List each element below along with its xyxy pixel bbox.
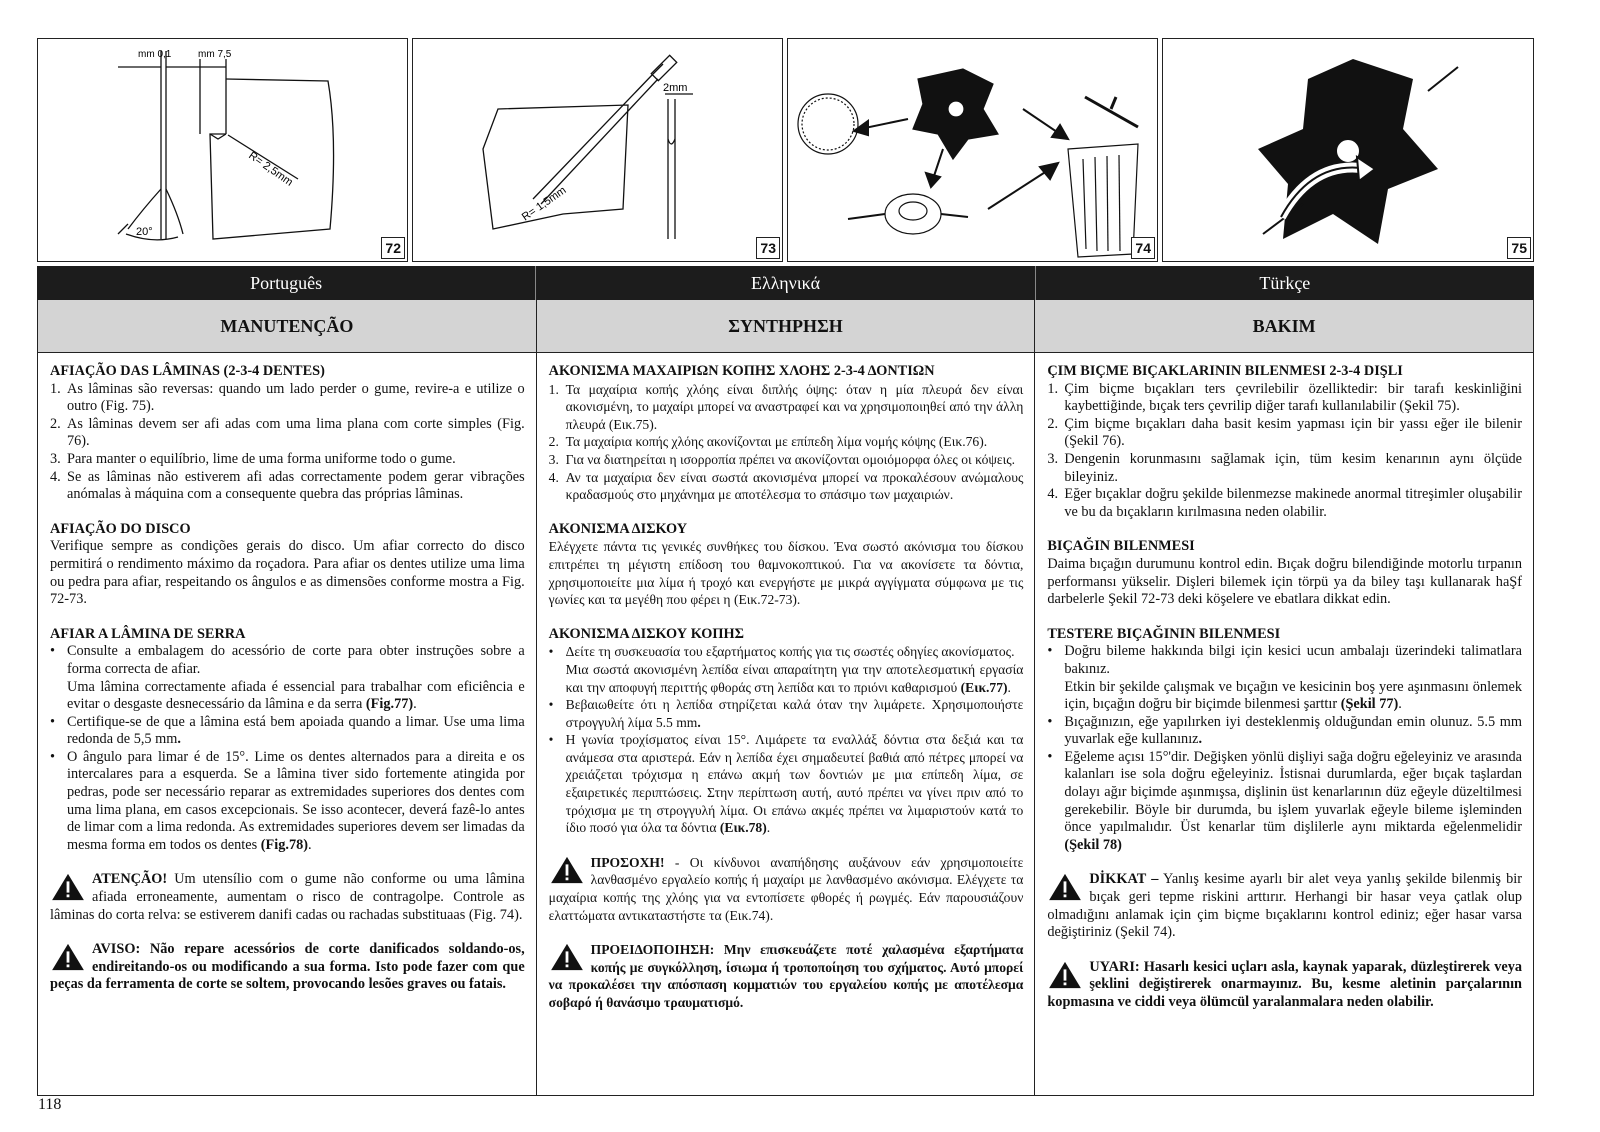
list-item: • Doğru bileme hakkında bilgi için kesici ucun ambalajı üzerindeki talimatlara bakınız.: [1047, 643, 1523, 677]
fig72-label-3: 20°: [136, 226, 153, 238]
content-columns: [37, 352, 1534, 1096]
list-item: 2. As lâminas devem ser afi adas com uma lima plana com corte simples (Fig. 76).: [50, 415, 525, 450]
list-item: 1. Τα μαχαίρια κοπής χλόης είναι διπλής όψης: όταν η μία πλευρά δεν είναι ακονισμένη, το μαχαίρι μπορεί να αναστραφεί και να χρησιμοποιηθεί από την άλλη πλευρά (Εικ.75).: [548, 381, 1024, 432]
list-item: • Η γωνία τροχίσματος είναι 15°. Λιμάρετε τα εναλλάξ δόντια στα δεξιά και τα ανάμεσα στα αριστερά. Εάν η λεπίδα έχει σημαδευτεί βαθιά από πέτρες μπορεί να χρειάζεται τρόχισμα η επάνω ακμή των δοντιών με μια επίπεδη λίμα, σε εξαιρετικές περιπτώσεις. Στην περίπτωση αυτή, αυτό πρέπει να γίνει πριν από το τρόχισμα με τη στρογγυλή λίμα. Οι επάνω ακμές πρέπει να λιμαριστούν κατά το ίδιο ποσό για όλα τα δόντια (Εικ.78).: [548, 732, 1024, 836]
list-item: 4. Eğer bıçaklar doğru şekilde bilenmezse makinede anormal titreşimler oluşabilir ve bu da bıçakların kırılmasına neden olabilir.: [1047, 486, 1523, 520]
figure-74: [787, 38, 1158, 262]
fig72-label-1: mm 7,5: [198, 49, 232, 60]
blade-tooth-dimensions-diagram: [38, 39, 407, 261]
list-item: 4. Se as lâminas não estiverem afi adas correctamente podem gerar vibrações anómalas à máquina com a consequente quebra das próprias lâminas.: [50, 468, 525, 503]
list-item-continuation: Μια σωστά ακονισμένη λεπίδα είναι απαραίτητη για την αποτελεσματική εργασία και την αποφυγή περιττής φθοράς στη λεπίδα και το πριόνι καθαρισμού (Εικ.77).: [565, 661, 1024, 695]
figure-75: [1162, 38, 1534, 262]
list-item: • Bıçağınızın, eğe yapılırken iyi desteklenmiş olduğundan emin olunuz. 5.5 mm yuvarlak eğe kullanınız.: [1047, 713, 1523, 748]
warning-repair: [1047, 959, 1522, 1012]
warning-head: ΠΡΟΣΟΧΗ!: [590, 854, 665, 870]
figure-72: [37, 38, 408, 262]
section-saw-blade: [549, 626, 1024, 837]
section-title-bar: [37, 300, 1534, 352]
warning-head: ATENÇÃO!: [92, 871, 168, 888]
section-heading: ΑΚΟΝΙΣΜΑ ΔΙΣΚΟΥ ΚΟΠΗΣ: [548, 625, 744, 642]
list-item-continuation: Etkin bir şekilde çalışmak ve bıçağın ve kesicinin boş yere aşınmasını önlemek için, bıçağın doğru bir biçimde bilenmesi şarttır (Şekil 77).: [1064, 678, 1523, 713]
warning-triangle-icon: [1047, 873, 1083, 901]
figure-number: 75: [1507, 237, 1531, 259]
warning-head: DİKKAT –: [1089, 871, 1159, 888]
column-gr: [536, 353, 1035, 1095]
list-item: • Certifique-se de que a lâmina está bem apoiada quando a limar. Use uma lima redonda de 5,5 mm.: [50, 713, 525, 748]
figure-73: [412, 38, 783, 262]
warning-kickback: [50, 871, 525, 924]
figure-strip: [37, 38, 1534, 264]
warning-text: Um utensílio com o gume não conforme ou uma lâmina afiada erroneamente, aumentam o risco de contragolpe. Controle as lâminas do corta relva: se estiverem danifi cadas ou rachadas substituaas (Fig. 74).: [50, 871, 525, 923]
list-item: • Consulte a embalagem do acessório de corte para obter instruções sobre a forma correcta de afiar.: [50, 643, 525, 677]
figure-number: 73: [756, 237, 780, 259]
column-tr: [1034, 353, 1533, 1095]
warning-triangle-icon: [50, 943, 86, 971]
warning-triangle-icon: [1047, 961, 1083, 989]
section-saw-blade: [50, 626, 525, 855]
title-tr: BAKIM: [1034, 300, 1533, 352]
section-disc-sharpening: [549, 521, 1024, 609]
warning-repair: [549, 941, 1024, 1011]
list-item: • O ângulo para limar é de 15°. Lime os dentes alternados para a direita e os intercalares para a esquerda. Se a lâmina tiver sido fortemente atingida por pedras, pode ser necessário reparar as extremidades superiores dos dentes com uma lima plana, em casos excepcionais. Se isso acontecer, deverá fazê-lo antes de limar com a lima redonda. As extremidades superiores devem ser limadas da mesma forma em todos os dentes (Fig.78).: [50, 748, 525, 853]
section-heading: TESTERE BIÇAĞININ BILENMESI: [1047, 625, 1281, 642]
paragraph: Verifique sempre as condições gerais do disco. Um afiar correcto do disco permitirá o rendimento máximo da roçadora. Para afiar os dentes utilize uma lima ou pedra para afiar, respeitando os ângulos e as dimensões conforme mostra a Fig. 72-73.: [50, 538, 525, 608]
list-item: 3. Για να διατηρείται η ισορροπία πρέπει να ακονίζονται ομοιόμορφα όλες οι κόψεις.: [548, 451, 1016, 467]
warning-text: Yanlış kesime ayarlı bir alet veya yanlış şekilde bilenmiş bir bıçak geri tepme riskini arttırır. Herhangi bir hasar veya çatlak olup olmadığını anlamak için çim biçme bıçaklarını kontrol ediniz; eğer hasar varsa değiştiriniz (Şekil 74).: [1047, 871, 1523, 941]
column-pt: [38, 353, 536, 1095]
language-tr: Türkçe: [1035, 266, 1534, 300]
section-heading: AFIAR A LÂMINA DE SERRA: [50, 625, 246, 642]
section-heading: ÇIM BIÇME BIÇAKLARININ BILENMESI 2-3-4 DIŞLI: [1047, 363, 1403, 379]
blade-reversal-diagram: [1163, 39, 1533, 261]
list-item-continuation: Uma lâmina correctamente afiada é essencial para trabalhar com eficiência e evitar o desgaste desnecessário da lâmina e da serra (Fig.77).: [67, 678, 525, 713]
list-item: 4. Αν τα μαχαίρια δεν είναι σωστά ακονισμένα μπορεί να προκαλέσουν ανώμαλους κραδασμούς στο μηχάνημα με αποτέλεσμα το σπάσιμο των μαχαιριών.: [548, 469, 1024, 503]
list-item: 1. As lâminas são reversas: quando um lado perder o gume, revire-a e utilize o outro (Fig. 75).: [50, 380, 525, 415]
list-item: • Eğeleme açısı 15°'dir. Değişken yönlü dişliyi sağa doğru eğeleyiniz ve arasında kalanları ise sola doğru eğeleyiniz. İstisnai durumlarda, eğer bıçak taşlardan dolayı ağır biçimde aşınmışsa, dişlinin üst kenarlarının düz eğeyle düzeltilmesi gerekebilir. Böyle bir durumda, bu işlem yuvarlak eğeyle bileme işleminden önce yapılmalıdır. Üst kenarlar tüm dişlilerle aynı miktarda eğelenmelidir (Şekil 78): [1047, 748, 1523, 853]
warning-kickback: [549, 854, 1024, 924]
warning-triangle-icon: [50, 873, 86, 901]
section-blade-sharpening: [549, 363, 1024, 504]
section-disc-sharpening: [1047, 538, 1522, 608]
language-gr: Ελληνικά: [535, 266, 1034, 300]
list-item: 1. Çim biçme bıçakları ters çevrilebilir özelliktedir: bir tarafı keskinliğini kaybettiğinde, bıçak ters çevrilip diğer tarafı kullanılabilir (Şekil 75).: [1047, 380, 1523, 415]
fig73-label-0: 2mm: [663, 82, 688, 94]
warning-triangle-icon: [549, 856, 585, 884]
section-heading: ΑΚΟΝΙΣΜΑ ΜΑΧΑΙΡΙΩΝ ΚΟΠΗΣ ΧΛΟΗΣ 2-3-4 ΔΟΝΤΙΩΝ: [548, 363, 935, 379]
section-heading: AFIAÇÃO DO DISCO: [50, 520, 191, 537]
list-item: 2. Τα μαχαίρια κοπής χλόης ακονίζονται με επίπεδη λίμα νομής κόψης (Εικ.76).: [548, 434, 988, 450]
warning-text: AVISO: Não repare acessórios de corte danificados soldando-os, endireitando-os ou modificando a sua forma. Isto pode fazer com que peças da ferramenta de corte se soltem, provocando lesões graves ou fatais.: [50, 941, 525, 993]
list-item: 3. Dengenin korunmasını sağlamak için, tüm kesim kenarının aynı ölçüde bileyiniz.: [1047, 450, 1523, 485]
list-item: • Δείτε τη συσκευασία του εξαρτήματος κοπής για τις σωστές οδηγίες ακονίσματος.: [548, 644, 1015, 660]
section-saw-blade: [1047, 626, 1522, 855]
warning-text: - Οι κίνδυνοι αναπήδησης αυξάνουν εάν χρησιμοποιείτε λανθασμένο εργαλείο κοπής ή μαχαίρι με λανθασμένο ακόνισμα. Ελέγχετε τα μαχαίρια κοπής της χλόης για να εντοπίσετε φθορές ή ρωγμές. Εάν παρουσιάζουν ελαττώματα αντικαταστήστε τα (Εικ.74).: [548, 854, 1024, 923]
paragraph: Daima bıçağın durumunu kontrol edin. Bıçak doğru bilendiğinde motorlu tırpanın performansı yükselir. Dişleri bilemek için törpü ya da biley taşı kullanarak haŞf darbelerle Şekil 72-73 deki köşelere ve ebatlara dikkat edin.: [1047, 555, 1523, 608]
title-gr: ΣΥΝΤΗΡΗΣΗ: [536, 300, 1035, 352]
section-disc-sharpening: [50, 521, 525, 609]
section-heading: BIÇAĞIN BILENMESI: [1047, 538, 1195, 555]
warning-kickback: [1047, 871, 1522, 941]
section-heading: AFIAÇÃO DAS LÂMINAS (2-3-4 DENTES): [50, 363, 325, 379]
paragraph: Ελέγχετε πάντα τις γενικές συνθήκες του δίσκου. Ένα σωστό ακόνισμα του δίσκου επιτρέπει τη μέγιστη επίδοση του θαμνοκοπτικού. Για να ακονίσετε τα δόντια, χρησιμοποιείτε μια λίμα ή τροχό και ενεργήστε με μικρά αγγίγματα σύμφωνα με τις γωνίες και τα μεγέθη που φέρει η (Εικ.72-73).: [548, 539, 1024, 608]
list-item: 2. Çim biçme bıçakları daha basit kesim yapması için bir yassı eğer ile bilenir (Şekil 76).: [1047, 415, 1523, 450]
fig72-label-2: R= 2,5mm: [246, 149, 295, 189]
warning-repair: [50, 941, 525, 994]
warning-triangle-icon: [549, 943, 585, 971]
language-header: [37, 266, 1534, 300]
warning-text: ΠΡΟΕΙΔΟΠΟΙΗΣΗ: Μην επισκευάζετε ποτέ χαλασμένα εξαρτήματα κοπής με συγκόλληση, ίσιωμα ή τροποποίηση του σχήματος. Αυτό μπορεί να προκαλέσει την απόσπαση κομματιών του εργαλείου κοπής με αποτέλεσμα σοβαρό ή θανάσιμο τραυματισμό.: [548, 942, 1024, 1010]
warning-text: UYARI: Hasarlı kesici uçları asla, kaynak yaparak, düzleştirerek veya şeklini değiştirerek onarmayınız. Bu, kesme aletinin parçalarının kopmasına ve ciddi veya ölümcül yaralanmalara neden olabilir.: [1047, 958, 1523, 1010]
section-blade-sharpening: [50, 363, 525, 504]
fig73-label-1: R= 1,5mm: [519, 184, 569, 224]
figure-number: 74: [1131, 237, 1155, 259]
file-sharpening-diagram: [413, 39, 782, 261]
fig72-label-0: mm 0,1: [138, 49, 172, 60]
section-blade-sharpening: [1047, 363, 1522, 521]
list-item: • Βεβαιωθείτε ότι η λεπίδα στηρίζεται καλά όταν την λιμάρετε. Χρησιμοποιήστε στρογγυλή λίμα 5.5 mm.: [548, 697, 1024, 730]
page-number: 118: [38, 1096, 62, 1113]
figure-number: 72: [381, 237, 405, 259]
title-pt: MANUTENÇÃO: [220, 316, 354, 336]
language-pt: Português: [250, 273, 323, 293]
blade-disposal-diagram: [788, 39, 1157, 261]
list-item: 3. Para manter o equilíbrio, lime de uma forma uniforme todo o gume.: [50, 450, 456, 467]
section-heading: ΑΚΟΝΙΣΜΑ ΔΙΣΚΟΥ: [548, 520, 688, 537]
